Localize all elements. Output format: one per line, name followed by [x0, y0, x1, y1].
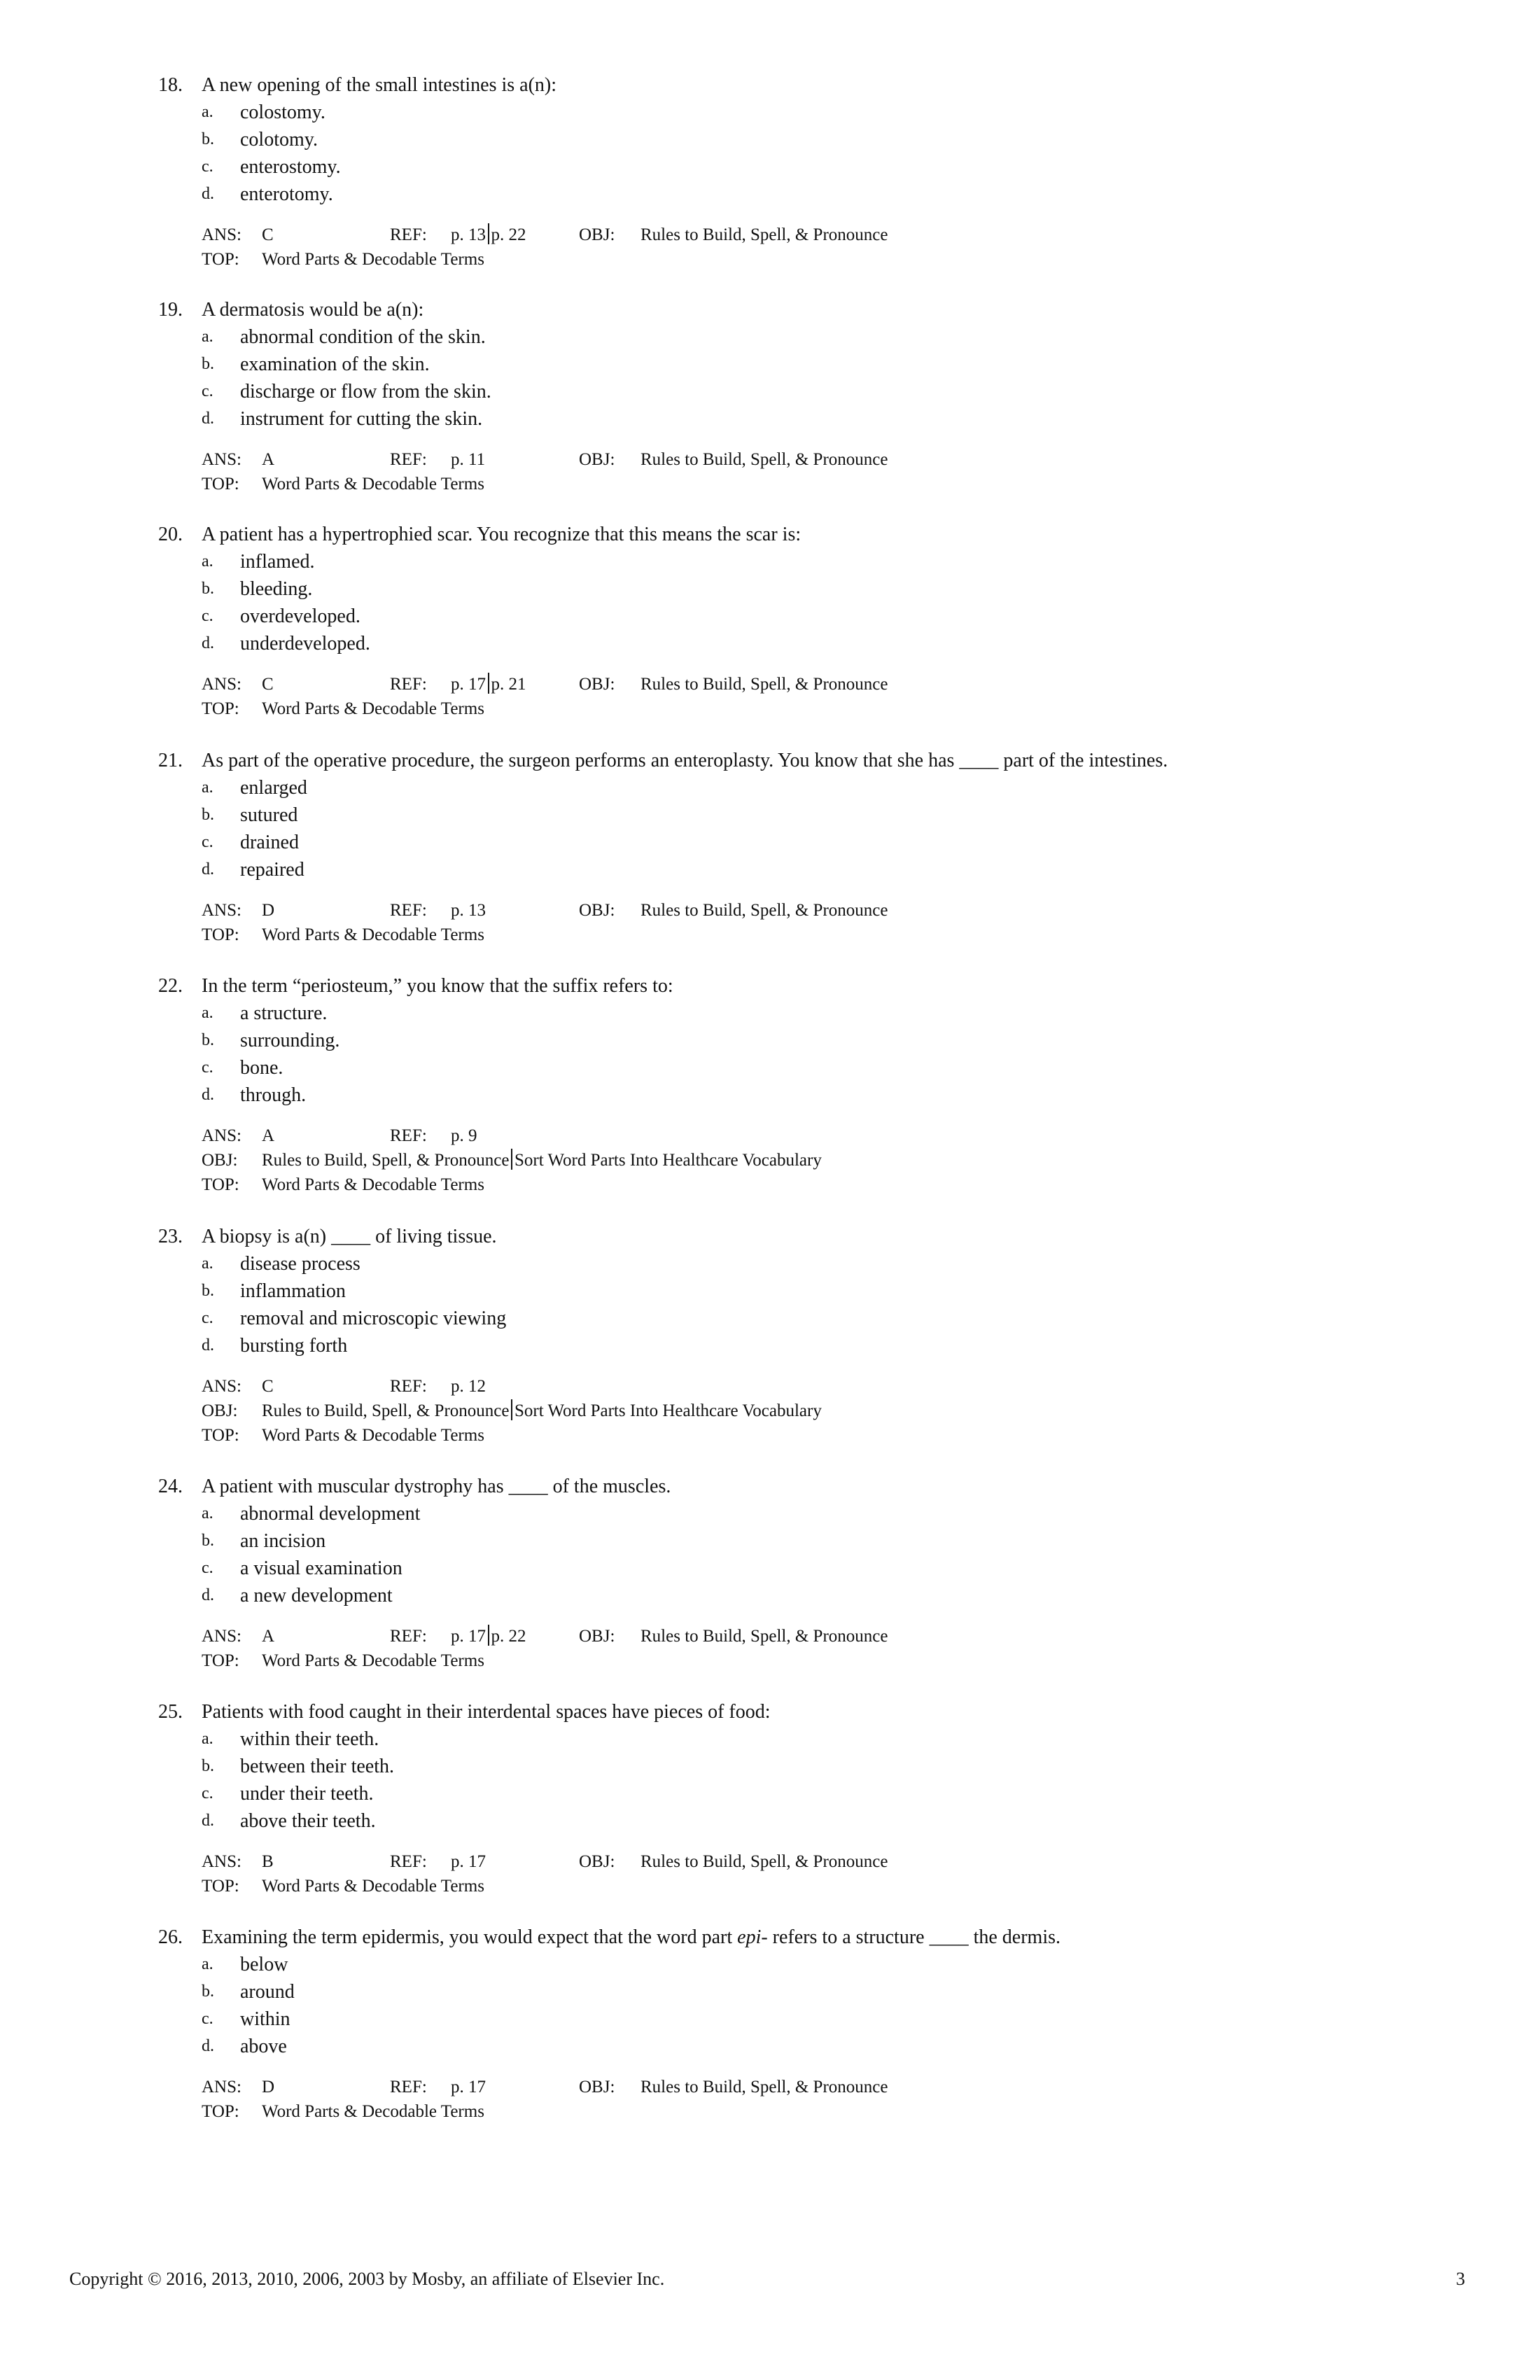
question-number: 25.	[158, 1701, 183, 1723]
reference-value	[451, 672, 526, 696]
question-text-part: Examining the term epidermis, you would expect that the word part	[202, 1926, 738, 1948]
separator-bar	[511, 1149, 512, 1170]
question-number: 22.	[158, 975, 183, 997]
topic-value: Word Parts & Decodable Terms	[262, 925, 484, 944]
objective-item: Sort Word Parts Into Healthcare Vocabulary	[514, 1401, 822, 1420]
reference-value: p. 17	[451, 1852, 486, 1871]
option-letter-d: d.	[202, 2037, 214, 2055]
reference-label: REF:	[390, 1126, 427, 1145]
objective-label: OBJ:	[579, 1852, 615, 1871]
option-letter-b: b.	[202, 580, 214, 598]
reference-label: REF:	[390, 901, 427, 920]
option-letter-b: b.	[202, 355, 214, 373]
option-text-b: around	[240, 1981, 295, 2003]
topic-label: TOP:	[202, 1175, 239, 1194]
question-text: A biopsy is a(n) ____ of living tissue.	[202, 1226, 497, 1247]
option-letter-b: b.	[202, 1532, 214, 1550]
reference-value: p. 11	[451, 450, 486, 469]
option-text-d: repaired	[240, 859, 304, 881]
option-text-a: inflamed.	[240, 551, 315, 573]
separator-bar	[488, 223, 489, 244]
reference-value: p. 12	[451, 1377, 486, 1396]
question-number: 23.	[158, 1226, 183, 1247]
question-number: 20.	[158, 524, 183, 545]
objective-value: Rules to Build, Spell, & Pronounce	[640, 225, 888, 244]
question-text: In the term “periosteum,” you know that the suffix refers to:	[202, 975, 673, 997]
answer-value: C	[262, 1377, 274, 1396]
reference-page: p. 21	[491, 675, 526, 694]
topic-value: Word Parts & Decodable Terms	[262, 475, 484, 493]
option-text-a: enlarged	[240, 777, 307, 799]
answer-value: D	[262, 2078, 275, 2096]
reference-value: p. 17	[451, 2078, 486, 2096]
option-text-a: a structure.	[240, 1002, 328, 1024]
option-text-c: discharge or flow from the skin.	[240, 381, 491, 402]
option-text-d: above	[240, 2036, 287, 2057]
option-text-c: a visual examination	[240, 1558, 402, 1579]
topic-label: TOP:	[202, 1651, 239, 1670]
separator-bar	[488, 673, 489, 694]
option-text-a: abnormal condition of the skin.	[240, 326, 486, 348]
option-letter-c: c.	[202, 1309, 214, 1327]
question-text: A new opening of the small intestines is a(n):	[202, 74, 557, 96]
option-letter-d: d.	[202, 1812, 214, 1830]
option-letter-d: d.	[202, 1086, 214, 1104]
option-letter-c: c.	[202, 607, 214, 625]
option-text-d: enterotomy.	[240, 183, 333, 205]
option-text-c: under their teeth.	[240, 1783, 374, 1805]
question-text: A dermatosis would be a(n):	[202, 299, 424, 321]
option-letter-a: a.	[202, 1730, 214, 1748]
answer-value: D	[262, 901, 275, 920]
answer-label: ANS:	[202, 1627, 241, 1646]
option-text-b: bleeding.	[240, 578, 313, 600]
objective-label: OBJ:	[579, 225, 615, 244]
question-number: 18.	[158, 74, 183, 96]
option-text-a: within their teeth.	[240, 1728, 379, 1750]
topic-value: Word Parts & Decodable Terms	[262, 250, 484, 269]
option-text-b: surrounding.	[240, 1030, 340, 1051]
reference-value: p. 9	[451, 1126, 477, 1145]
reference-page: p. 17	[451, 675, 486, 694]
question-number: 24.	[158, 1476, 183, 1497]
option-text-a: colostomy.	[240, 102, 326, 123]
option-text-c: bone.	[240, 1057, 284, 1079]
question-text-part: - refers to a structure ____ the dermis.	[761, 1926, 1060, 1948]
objective-item: Rules to Build, Spell, & Pronounce	[262, 1151, 510, 1170]
objective-label: OBJ:	[202, 1401, 238, 1420]
option-text-d: instrument for cutting the skin.	[240, 408, 483, 430]
option-letter-c: c.	[202, 158, 214, 176]
option-text-b: examination of the skin.	[240, 354, 430, 375]
reference-page: p. 17	[451, 1627, 486, 1646]
option-letter-a: a.	[202, 1004, 214, 1022]
objective-value: Rules to Build, Spell, & Pronounce	[640, 1627, 888, 1646]
separator-bar	[511, 1399, 512, 1420]
option-letter-a: a.	[202, 1955, 214, 1973]
answer-label: ANS:	[202, 675, 241, 694]
topic-label: TOP:	[202, 699, 239, 718]
objective-value: Rules to Build, Spell, & Pronounce	[640, 450, 888, 469]
topic-value: Word Parts & Decodable Terms	[262, 1877, 484, 1896]
option-text-d: through.	[240, 1084, 307, 1106]
answer-value: C	[262, 225, 274, 244]
copyright-notice: Copyright © 2016, 2013, 2010, 2006, 2003 by Mosby, an affiliate of Elsevier Inc.	[69, 2269, 665, 2289]
reference-label: REF:	[390, 675, 427, 694]
reference-label: REF:	[390, 225, 427, 244]
objective-label: OBJ:	[579, 675, 615, 694]
reference-label: REF:	[390, 1377, 427, 1396]
option-letter-b: b.	[202, 1757, 214, 1775]
objective-label: OBJ:	[579, 2078, 615, 2096]
answer-label: ANS:	[202, 1377, 241, 1396]
option-letter-a: a.	[202, 552, 214, 570]
option-letter-a: a.	[202, 1254, 214, 1273]
reference-value	[451, 223, 526, 247]
option-letter-c: c.	[202, 1559, 214, 1577]
option-letter-a: a.	[202, 1504, 214, 1522]
topic-value: Word Parts & Decodable Terms	[262, 1651, 484, 1670]
reference-page: p. 13	[451, 225, 486, 244]
answer-value: A	[262, 1627, 275, 1646]
reference-value	[451, 1624, 526, 1648]
option-text-c: within	[240, 2008, 290, 2030]
objective-value: Rules to Build, Spell, & Pronounce	[640, 901, 888, 920]
objective-label: OBJ:	[579, 1627, 615, 1646]
option-text-c: enterostomy.	[240, 156, 341, 178]
option-letter-b: b.	[202, 806, 214, 824]
option-text-c: removal and microscopic viewing	[240, 1308, 507, 1329]
objective-value	[262, 1148, 822, 1172]
answer-label: ANS:	[202, 1126, 241, 1145]
reference-label: REF:	[390, 1627, 427, 1646]
topic-value: Word Parts & Decodable Terms	[262, 1426, 484, 1445]
option-text-c: drained	[240, 832, 299, 853]
option-text-a: disease process	[240, 1253, 360, 1275]
answer-label: ANS:	[202, 225, 241, 244]
option-text-d: underdeveloped.	[240, 633, 370, 654]
topic-label: TOP:	[202, 250, 239, 269]
option-text-b: inflammation	[240, 1280, 346, 1302]
topic-value: Word Parts & Decodable Terms	[262, 1175, 484, 1194]
option-letter-d: d.	[202, 860, 214, 878]
option-letter-b: b.	[202, 130, 214, 148]
option-letter-d: d.	[202, 185, 214, 203]
reference-page: p. 22	[491, 1627, 526, 1646]
separator-bar	[488, 1625, 489, 1646]
objective-label: OBJ:	[202, 1151, 238, 1170]
option-letter-d: d.	[202, 1336, 214, 1354]
option-letter-c: c.	[202, 382, 214, 400]
reference-value: p. 13	[451, 901, 486, 920]
option-text-d: a new development	[240, 1585, 393, 1606]
option-text-b: an incision	[240, 1530, 326, 1552]
reference-label: REF:	[390, 2078, 427, 2096]
topic-label: TOP:	[202, 925, 239, 944]
option-letter-b: b.	[202, 1282, 214, 1300]
option-letter-d: d.	[202, 410, 214, 428]
topic-label: TOP:	[202, 1877, 239, 1896]
answer-label: ANS:	[202, 2078, 241, 2096]
option-text-d: above their teeth.	[240, 1810, 376, 1832]
answer-value: C	[262, 675, 274, 694]
question-text: As part of the operative procedure, the surgeon performs an enteroplasty. You know that she has ____ part of the intestines.	[202, 750, 1168, 771]
question-number: 26.	[158, 1926, 183, 1948]
option-letter-c: c.	[202, 1058, 214, 1077]
question-number: 19.	[158, 299, 183, 321]
option-letter-b: b.	[202, 1031, 214, 1049]
reference-label: REF:	[390, 450, 427, 469]
option-text-c: overdeveloped.	[240, 606, 360, 627]
question-text: A patient has a hypertrophied scar. You recognize that this means the scar is:	[202, 524, 802, 545]
question-text	[202, 1924, 1060, 1951]
topic-label: TOP:	[202, 2102, 239, 2121]
option-text-b: between their teeth.	[240, 1756, 395, 1777]
objective-value: Rules to Build, Spell, & Pronounce	[640, 1852, 888, 1871]
objective-value	[262, 1399, 822, 1423]
option-letter-a: a.	[202, 103, 214, 121]
topic-label: TOP:	[202, 475, 239, 493]
answer-label: ANS:	[202, 1852, 241, 1871]
option-letter-c: c.	[202, 1784, 214, 1802]
option-text-b: sutured	[240, 804, 298, 826]
option-letter-a: a.	[202, 328, 214, 346]
objective-label: OBJ:	[579, 901, 615, 920]
page-number: 3	[1456, 2269, 1465, 2289]
option-letter-d: d.	[202, 634, 214, 652]
question-text: A patient with muscular dystrophy has ____ of the muscles.	[202, 1476, 671, 1497]
option-letter-d: d.	[202, 1586, 214, 1604]
question-text: Patients with food caught in their interdental spaces have pieces of food:	[202, 1701, 771, 1723]
option-letter-b: b.	[202, 1982, 214, 2001]
objective-item: Rules to Build, Spell, & Pronounce	[262, 1401, 510, 1420]
answer-value: A	[262, 450, 275, 469]
reference-label: REF:	[390, 1852, 427, 1871]
answer-value: B	[262, 1852, 274, 1871]
objective-item: Sort Word Parts Into Healthcare Vocabulary	[514, 1151, 822, 1170]
objective-value: Rules to Build, Spell, & Pronounce	[640, 2078, 888, 2096]
option-text-d: bursting forth	[240, 1335, 348, 1357]
option-text-b: colotomy.	[240, 129, 318, 150]
answer-label: ANS:	[202, 450, 241, 469]
objective-value: Rules to Build, Spell, & Pronounce	[640, 675, 888, 694]
question-number: 21.	[158, 750, 183, 771]
reference-page: p. 22	[491, 225, 526, 244]
option-letter-c: c.	[202, 833, 214, 851]
answer-label: ANS:	[202, 901, 241, 920]
option-text-a: abnormal development	[240, 1503, 421, 1525]
answer-value: A	[262, 1126, 275, 1145]
topic-value: Word Parts & Decodable Terms	[262, 699, 484, 718]
option-text-a: below	[240, 1954, 288, 1975]
italic-word-part: epi	[737, 1926, 762, 1948]
option-letter-c: c.	[202, 2010, 214, 2028]
topic-label: TOP:	[202, 1426, 239, 1445]
objective-label: OBJ:	[579, 450, 615, 469]
topic-value: Word Parts & Decodable Terms	[262, 2102, 484, 2121]
option-letter-a: a.	[202, 778, 214, 797]
